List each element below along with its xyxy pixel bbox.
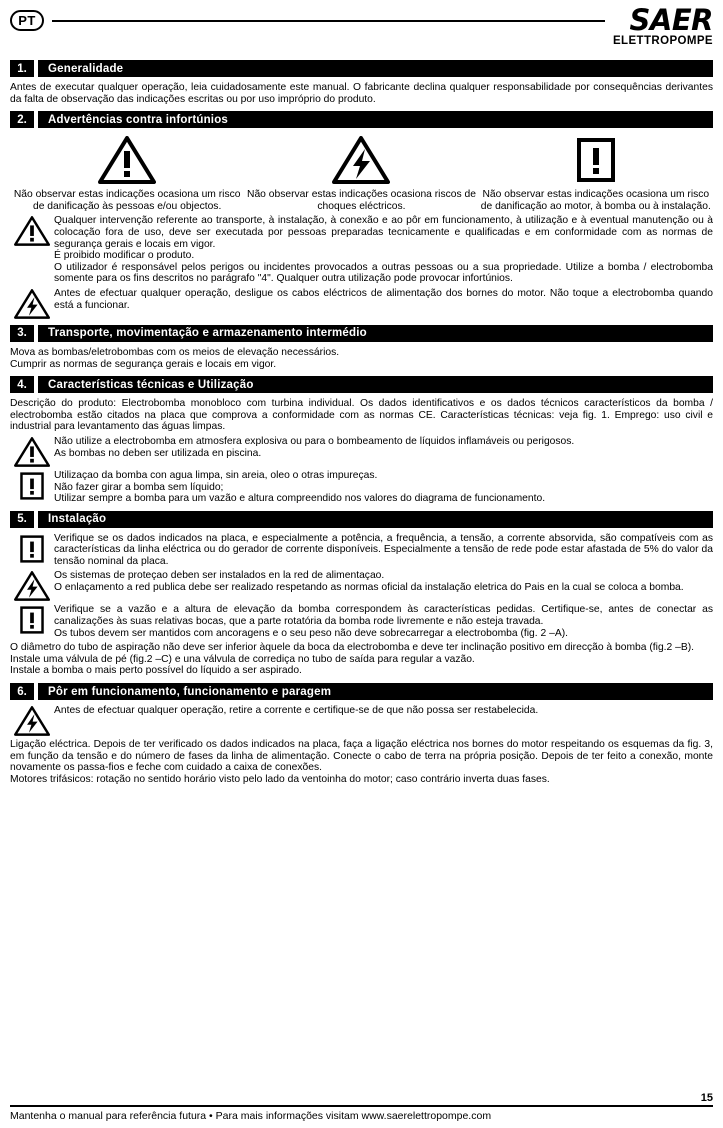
warning-line: O utilizador é responsável pelos perigos ou incidentes provocados a outras pessoas ou a sua propriedade. Utilize a bomba / electrobomba somente para os fins descritos no parágrafo "4". Qualquer outra utilização pode provocar infortúnios. xyxy=(54,261,713,285)
exclamation-box-icon xyxy=(19,605,45,635)
section-number: 5. xyxy=(10,511,34,528)
icon-cell xyxy=(10,436,54,467)
legend-item-general-hazard xyxy=(11,136,243,212)
language-badge: PT xyxy=(10,10,44,31)
footer-divider xyxy=(10,1105,713,1107)
icon-cell xyxy=(10,470,54,501)
section-number: 6. xyxy=(10,683,34,700)
warning-text xyxy=(54,570,713,593)
section-3-paragraph: Cumprir as normas de segurança gerais e locais em vigor. xyxy=(10,358,277,370)
page-header xyxy=(10,3,713,54)
electric-shock-icon xyxy=(14,289,50,319)
icon-cell xyxy=(10,604,54,635)
warning-triangle-icon xyxy=(14,216,50,246)
warning-line: Os sistemas de proteçao deben ser instalados en la red de alimentaçao. xyxy=(54,570,385,582)
section-number: 3. xyxy=(10,325,34,342)
warning-line: Não fazer girar a bomba sem líquido; xyxy=(54,481,224,493)
section-title: Generalidade xyxy=(38,60,713,77)
section-5-paragraph: Instale a bomba o mais perto possível do líquido a ser aspirado. xyxy=(10,665,302,677)
warning-line: Verifique se os dados indicados na placa, e especialmente a potência, a frequência, a tensão, a corrente absorvida, são compatíveis com as características da linha eléctrica ou do gerador de corrente disponíveis. Especialmente a tensão de rede pode estar afastada de 5% do valor da tensão nominal da placa. xyxy=(54,532,713,567)
page-footer xyxy=(10,1092,713,1122)
section-6-paragraph: Motores trifásicos: rotação no sentido horário visto pelo lado da ventoinha do motor; caso contrário inverta duas fases. xyxy=(10,773,550,785)
warning-line: Antes de efectuar qualquer operação, retire a corrente e certifique-se de que não possa ser restabelecida. xyxy=(54,705,539,717)
section-4-paragraph: Descrição do produto: Electrobomba monobloco com turbina individual. Os dados identificativos e os dados técnicos característicos da bomba / electrobomba estão citados na placa que comprova a conformidade com as normas CE. Características técnicas: veja fig. 1. Emprego: uso civil e industrial para levantamento das águas limpas. xyxy=(10,398,713,433)
icon-cell xyxy=(10,570,54,601)
warning-line: As bombas no deben ser utilizada en piscina. xyxy=(54,447,262,459)
header-divider xyxy=(52,20,605,22)
section-heading-4 xyxy=(10,376,713,393)
warning-row xyxy=(10,570,713,601)
section-heading-6 xyxy=(10,683,713,700)
section-heading-3 xyxy=(10,325,713,342)
electric-shock-icon xyxy=(14,706,50,736)
section-title: Advertências contra infortúnios xyxy=(38,111,713,128)
warning-line: Utilizar sempre a bomba para um vazão e altura compreendido nos valores do diagrama de funcionamento. xyxy=(54,493,546,505)
exclamation-box-icon xyxy=(19,471,45,501)
section-number: 2. xyxy=(10,111,34,128)
page-number: 15 xyxy=(700,1092,713,1104)
warning-row xyxy=(10,288,713,319)
section-title: Instalação xyxy=(38,511,713,528)
warning-row xyxy=(10,604,713,639)
brand-tagline: ELETTROPOMPE xyxy=(612,35,713,47)
section-1-paragraph: Antes de executar qualquer operação, leia cuidadosamente este manual. O fabricante declina qualquer responsabilidade por consequências derivantes da falta de observação das indicações escritas ou por uso impróprio do produto. xyxy=(10,82,713,105)
warning-line: Os tubos devem ser mantidos com ancoragens e o seu peso não deve sobrecarregar a electrobomba (fig. 2 –A). xyxy=(54,627,568,639)
warning-line: Antes de efectuar qualquer operação, desligue os cabos eléctricos de alimentação dos bornes do motor. Não toque a electrobomba quando está a funcionar. xyxy=(54,287,713,311)
warning-line: Utilizaçao da bomba con agua limpa, sin areia, oleo o otras impureças. xyxy=(54,469,378,481)
icon-cell xyxy=(10,705,54,736)
exclamation-box-icon xyxy=(19,534,45,564)
warning-text xyxy=(54,533,713,568)
section-heading-5 xyxy=(10,511,713,528)
warning-triangle-icon xyxy=(14,437,50,467)
warning-line: O enlaçamento a red publica debe ser realizado respetando as normas oficial da instalação eletrica do Pais en la cual se coloca a bomba. xyxy=(54,582,684,594)
section-title: Pôr em funcionamento, funcionamento e paragem xyxy=(38,683,713,700)
warning-row xyxy=(10,436,713,467)
electric-shock-icon xyxy=(332,136,390,184)
warning-text xyxy=(54,215,713,285)
warning-triangle-icon xyxy=(98,136,156,184)
section-5-paragraph: Instale uma válvula de pé (fig.2 –C) e una válvula de corrediça no tubo de saída para regular a vazão. xyxy=(10,653,475,665)
warning-text xyxy=(54,604,713,639)
section-3-paragraph: Mova as bombas/eletrobombas com os meios de elevação necessários. xyxy=(10,346,340,358)
footer-note: Mantenha o manual para referência futura • Para mais informações visitam www.saerelettropompe.com xyxy=(10,1110,492,1122)
icon-cell xyxy=(10,288,54,319)
warning-line: Qualquer intervenção referente ao transporte, à instalação, à conexão e ao pôr em funcionamento, à utilização e à eventual manutenção ou à colocação fora de uso, deve ser executada por pessoas preparadas tecnicamente e qualificadas e em conformidade com as normas de segurança gerais e locais em vigor. xyxy=(54,215,713,250)
section-heading-2 xyxy=(10,111,713,128)
warning-row xyxy=(10,470,713,505)
warning-text xyxy=(54,436,713,459)
warning-icon-legend xyxy=(10,136,713,212)
exclamation-box-icon xyxy=(575,136,617,184)
section-6-paragraph: Ligação eléctrica. Depois de ter verificado os dados indicados na placa, faça a ligação eléctrica nos bornes do motor respeitando os esquemas da fig. 3, em função da tensão e do número de fases da linha de alimentação. Conecte o cabo de terra na própria posição. Depois de ter feito a conexão, monte novamente os passa-fios e feche com cuidado a caixa de conexões. xyxy=(10,739,713,774)
legend-caption: Não observar estas indicações ocasiona riscos de choques eléctricos. xyxy=(247,189,476,212)
brand-logo xyxy=(612,3,713,48)
warning-row xyxy=(10,705,713,736)
warning-line: É proibido modificar o produto. xyxy=(54,250,195,262)
section-heading-1 xyxy=(10,60,713,77)
section-5-paragraph: O diâmetro do tubo de aspiração não deve ser inferior àquele da boca da electrobomba e deve ter inclinação positivo em direcção à bomba (fig.2 –B). xyxy=(10,642,695,654)
section-title: Características técnicas e Utilização xyxy=(38,376,713,393)
legend-item-electric-hazard xyxy=(246,136,478,212)
legend-caption: Não observar estas indicações ocasiona um risco de danificação ao motor, à bomba ou à instalação. xyxy=(480,189,711,212)
legend-item-equipment-hazard xyxy=(480,136,712,212)
warning-line: Verifique se a vazão e a altura de elevação da bomba correspondem às características pedidas. Certifique-se, antes de conectar as canalizações às suas relativas bocas, que a parte rotatória da bomba rode livremente e não esteja travada. xyxy=(54,604,713,628)
section-title: Transporte, movimentação e armazenamento intermédio xyxy=(38,325,713,342)
warning-text xyxy=(54,470,713,505)
section-number: 1. xyxy=(10,60,34,77)
brand-name: SAER xyxy=(629,3,713,37)
electric-shock-icon xyxy=(14,571,50,601)
warning-row xyxy=(10,215,713,285)
warning-line: Não utilize a electrobomba em atmosfera explosiva ou para o bombeamento de líquidos inflamáveis ou perigosos. xyxy=(54,435,575,447)
warning-text xyxy=(54,288,713,311)
icon-cell xyxy=(10,215,54,246)
warning-row xyxy=(10,533,713,568)
section-number: 4. xyxy=(10,376,34,393)
icon-cell xyxy=(10,533,54,564)
warning-text xyxy=(54,705,713,717)
legend-caption: Não observar estas indicações ocasiona um risco de danificação às pessoas e/ou objectos. xyxy=(13,189,241,212)
